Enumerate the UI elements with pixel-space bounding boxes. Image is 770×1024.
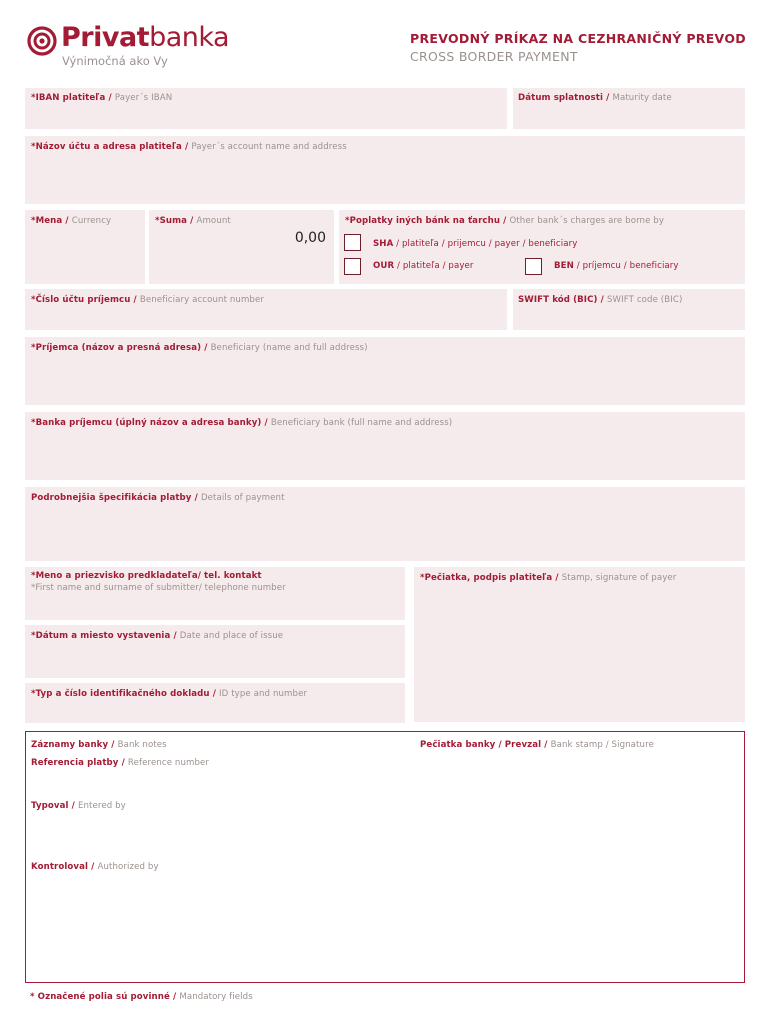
footer-note	[30, 992, 253, 1002]
ben-label: BEN	[554, 261, 574, 271]
submitter-field[interactable]	[25, 567, 405, 620]
charges-label-en: Other bank´s charges are borne by	[509, 216, 665, 226]
currency-label: *Mena /	[31, 216, 72, 226]
logo-text-light: banka	[149, 22, 230, 53]
id-doc-label-en: ID type and number	[219, 689, 308, 699]
stamp-label: *Pečiatka, podpis platiteľa /	[420, 573, 562, 583]
iban-label: *IBAN platiteľa /	[31, 93, 115, 103]
id-document-field[interactable]	[25, 683, 405, 723]
currency-field[interactable]	[25, 210, 145, 284]
beneficiary-bank-field[interactable]	[25, 412, 745, 480]
payer-name-label-en: Payer´s account name and address	[191, 142, 347, 152]
bank-notes-label-en: Bank notes	[117, 740, 167, 750]
bank-stamp-label: Pečiatka banky / Prevzal /	[420, 740, 551, 750]
maturity-date-field[interactable]	[513, 88, 745, 129]
ben-label-en: / príjemcu / beneficiary	[573, 261, 679, 271]
beneficiary-account-label-en: Beneficiary account number	[139, 295, 265, 305]
submitter-label: *Meno a priezvisko predkladateľa/ tel. kontakt	[31, 571, 262, 581]
entered-label-en: Entered by	[77, 801, 126, 811]
payer-stamp-field[interactable]	[414, 567, 745, 722]
our-label: OUR	[373, 261, 395, 271]
beneficiary-label: *Príjemca (názov a presná adresa) /	[31, 343, 211, 353]
beneficiary-account-label: *Číslo účtu príjemcu /	[31, 295, 140, 305]
payer-name-address-field[interactable]	[25, 136, 745, 204]
charges-label: *Poplatky iných bánk na ťarchu /	[345, 216, 510, 226]
details-label: Podrobnejšia špecifikácia platby /	[31, 493, 201, 503]
bank-stamp-label-en: Bank stamp / Signature	[550, 740, 654, 750]
beneficiary-field[interactable]	[25, 337, 745, 405]
payment-details-field[interactable]	[25, 487, 745, 561]
our-label-en: / platiteľa / payer	[394, 261, 474, 271]
iban-label-en: Payer´s IBAN	[114, 93, 173, 103]
logo	[27, 22, 230, 72]
stamp-label-en: Stamp, signature of payer	[561, 573, 677, 583]
entered-label: Typoval /	[31, 801, 78, 811]
charges-field	[339, 210, 745, 284]
amount-label-en: Amount	[196, 216, 231, 226]
amount-label: *Suma /	[155, 216, 197, 226]
amount-field[interactable]	[149, 210, 334, 284]
date-place-field[interactable]	[25, 625, 405, 678]
footer-label-en: Mandatory fields	[179, 992, 253, 1002]
beneficiary-label-en: Beneficiary (name and full address)	[210, 343, 368, 353]
bank-notes-label: Záznamy banky /	[31, 740, 118, 750]
maturity-label-en: Maturity date	[612, 93, 672, 103]
swift-field[interactable]	[513, 289, 745, 330]
our-checkbox[interactable]	[344, 258, 361, 275]
beneficiary-bank-label-en: Beneficiary bank (full name and address)	[270, 418, 453, 428]
form-subtitle: CROSS BORDER PAYMENT	[410, 49, 578, 64]
maturity-label: Dátum splatnosti /	[518, 93, 613, 103]
beneficiary-account-field[interactable]	[25, 289, 507, 330]
details-label-en: Details of payment	[200, 493, 285, 503]
reference-label-en: Reference number	[127, 758, 210, 768]
authorized-label-en: Authorized by	[97, 862, 159, 872]
reference-label: Referencia platby /	[31, 758, 128, 768]
slogan: Výnimočná ako Vy	[62, 54, 168, 68]
privatbanka-logo-icon	[27, 26, 57, 56]
beneficiary-bank-label: *Banka príjemcu (úplný názov a adresa banky) /	[31, 418, 271, 428]
ben-checkbox[interactable]	[525, 258, 542, 275]
sha-checkbox[interactable]	[344, 234, 361, 251]
bank-section	[25, 731, 745, 983]
id-doc-label: *Typ a číslo identifikačného dokladu /	[31, 689, 220, 699]
payer-name-label: *Názov účtu a adresa platiteľa /	[31, 142, 192, 152]
submitter-label-en: *First name and surname of submitter/ telephone number	[31, 583, 286, 593]
date-place-label-en: Date and place of issue	[179, 631, 284, 641]
sha-label: SHA	[373, 239, 394, 249]
swift-label: SWIFT kód (BIC) /	[518, 295, 607, 305]
sha-label-en: / platiteľa / prijemcu / payer / beneficiary	[393, 239, 578, 249]
swift-label-en: SWIFT code (BIC)	[606, 295, 683, 305]
iban-field[interactable]	[25, 88, 507, 129]
footer-label: * Označené polia sú povinné /	[30, 992, 180, 1002]
authorized-label: Kontroloval /	[31, 862, 98, 872]
logo-text-bold: Privat	[61, 22, 150, 53]
form-title: PREVODNÝ PRÍKAZ NA CEZHRANIČNÝ PREVOD	[410, 31, 746, 46]
amount-value: 0,00	[294, 230, 326, 246]
currency-label-en: Currency	[71, 216, 112, 226]
date-place-label: *Dátum a miesto vystavenia /	[31, 631, 180, 641]
